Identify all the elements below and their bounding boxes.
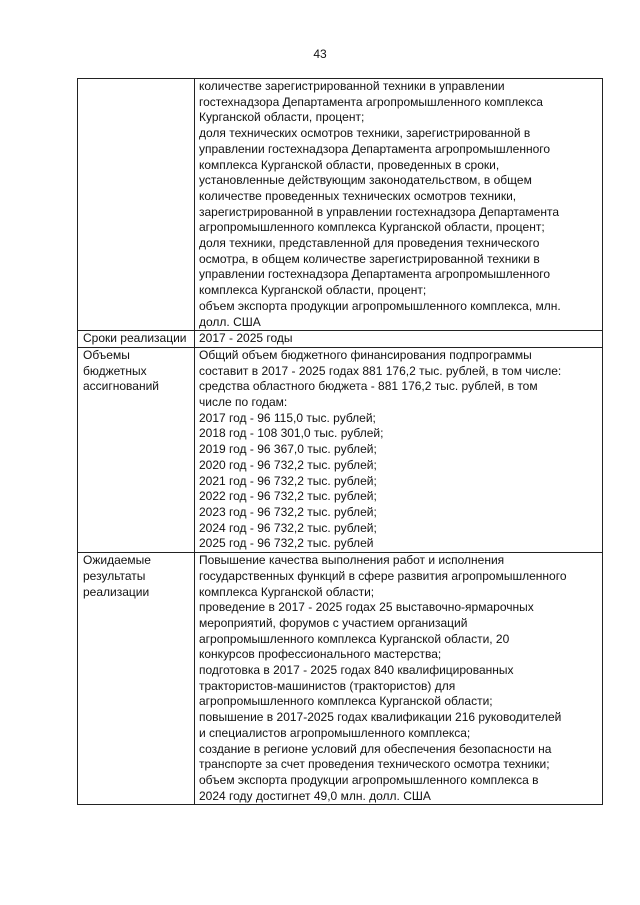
text-line: Курганской области, процент; xyxy=(199,110,365,125)
text-line: 2023 год - 96 732,2 тыс. рублей; xyxy=(199,504,377,519)
text-line: управлении гостехнадзора Департамента агропромышленного xyxy=(199,267,551,282)
text-line: агропромышленного комплекса Курганской области, процент; xyxy=(199,220,545,235)
implementation-period-cell xyxy=(195,331,603,348)
text-line: долл. США xyxy=(199,314,261,329)
text-line: 2024 год - 96 732,2 тыс. рублей; xyxy=(199,520,377,535)
text-line: составит в 2017 - 2025 годах 881 176,2 тыс. рублей, в том числе: xyxy=(199,363,562,378)
text-line: агропромышленного комплекса Курганской области, 20 xyxy=(199,631,510,646)
indicators-continuation-cell xyxy=(195,79,603,331)
text-line: числе по годам: xyxy=(199,395,288,410)
row-label: Ожидаемые xyxy=(83,553,151,568)
text-line: Общий объем бюджетного финансирования подпрограммы xyxy=(199,347,532,362)
row-label: результаты xyxy=(83,568,146,583)
table-row xyxy=(78,79,603,331)
text-line: Повышение качества выполнения работ и исполнения xyxy=(199,553,505,568)
text-line: доля технических осмотров техники, зарегистрированной в xyxy=(199,126,531,141)
budget-allocations-cell xyxy=(195,347,603,552)
row-label: бюджетных xyxy=(83,363,147,378)
row-label-cell xyxy=(78,331,195,348)
text-line: подготовка в 2017 - 2025 годах 840 квалифицированных xyxy=(199,663,514,678)
expected-results-cell xyxy=(195,553,603,805)
table-row xyxy=(78,553,603,805)
text-line: 2021 год - 96 732,2 тыс. рублей; xyxy=(199,473,377,488)
text-line: объем экспорта продукции агропромышленного комплекса в xyxy=(199,772,539,787)
text-line: и специалистов агропромышленного комплекса; xyxy=(199,725,471,740)
text-line: 2017 - 2025 годы xyxy=(199,331,293,346)
text-line: мероприятий, форумов с участием организаций xyxy=(199,615,468,630)
text-line: трактористов-машинистов (трактористов) для xyxy=(199,678,456,693)
text-line: транспорте за счет проведения технического осмотра техники; xyxy=(199,757,550,772)
text-line: 2017 год - 96 115,0 тыс. рублей; xyxy=(199,410,376,425)
text-line: гостехнадзора Департамента агропромышленного комплекса xyxy=(199,94,543,109)
row-label-cell xyxy=(78,347,195,552)
text-line: проведение в 2017 - 2025 годах 25 выставочно-ярмарочных xyxy=(199,600,534,615)
text-line: комплекса Курганской области, процент; xyxy=(199,283,427,298)
table-row xyxy=(78,347,603,552)
text-line: количестве зарегистрированной техники в управлении xyxy=(199,79,505,93)
page-number: 43 xyxy=(313,47,327,61)
text-line: объем экспорта продукции агропромышленного комплекса, млн. xyxy=(199,298,561,313)
text-line: 2019 год - 96 367,0 тыс. рублей; xyxy=(199,442,377,457)
text-line: осмотра, в общем количестве зарегистрированной техники в xyxy=(199,251,540,266)
text-line: государственных функций в сфере развития агропромышленного xyxy=(199,568,567,583)
text-line: доля техники, представленной для проведения технического xyxy=(199,236,540,251)
text-line: конкурсов профессионального мастерства; xyxy=(199,647,442,662)
text-line: управлении гостехнадзора Департамента агропромышленного xyxy=(199,141,551,156)
text-line: 2025 год - 96 732,2 тыс. рублей xyxy=(199,536,374,551)
text-line: создание в регионе условий для обеспечения безопасности на xyxy=(199,741,552,756)
table-row xyxy=(78,331,603,348)
row-label: ассигнований xyxy=(83,379,160,394)
text-line: 2022 год - 96 732,2 тыс. рублей; xyxy=(199,489,377,504)
text-line: комплекса Курганской области, проведенных в сроки, xyxy=(199,157,500,172)
passport-table xyxy=(77,78,603,805)
text-line: комплекса Курганской области; xyxy=(199,584,375,599)
text-line: зарегистрированной в управлении гостехнадзора Департамента xyxy=(199,204,559,219)
row-label: Сроки реализации xyxy=(83,331,187,346)
text-line: 2018 год - 108 301,0 тыс. рублей; xyxy=(199,426,384,441)
row-label: реализации xyxy=(83,584,150,599)
row-label-cell xyxy=(78,79,195,331)
text-line: агропромышленного комплекса Курганской области; xyxy=(199,694,493,709)
text-line: повышение в 2017-2025 годах квалификации 216 руководителей xyxy=(199,710,562,725)
text-line: 2024 году достигнет 49,0 млн. долл. США xyxy=(199,788,431,803)
text-line: 2020 год - 96 732,2 тыс. рублей; xyxy=(199,457,377,472)
text-line: средства областного бюджета - 881 176,2 тыс. рублей, в том xyxy=(199,379,538,394)
row-label: Объемы xyxy=(83,347,130,362)
row-label-cell xyxy=(78,553,195,805)
text-line: установленные действующим законодательством, в общем xyxy=(199,173,532,188)
text-line: количестве проведенных технических осмотров техники, xyxy=(199,188,517,203)
